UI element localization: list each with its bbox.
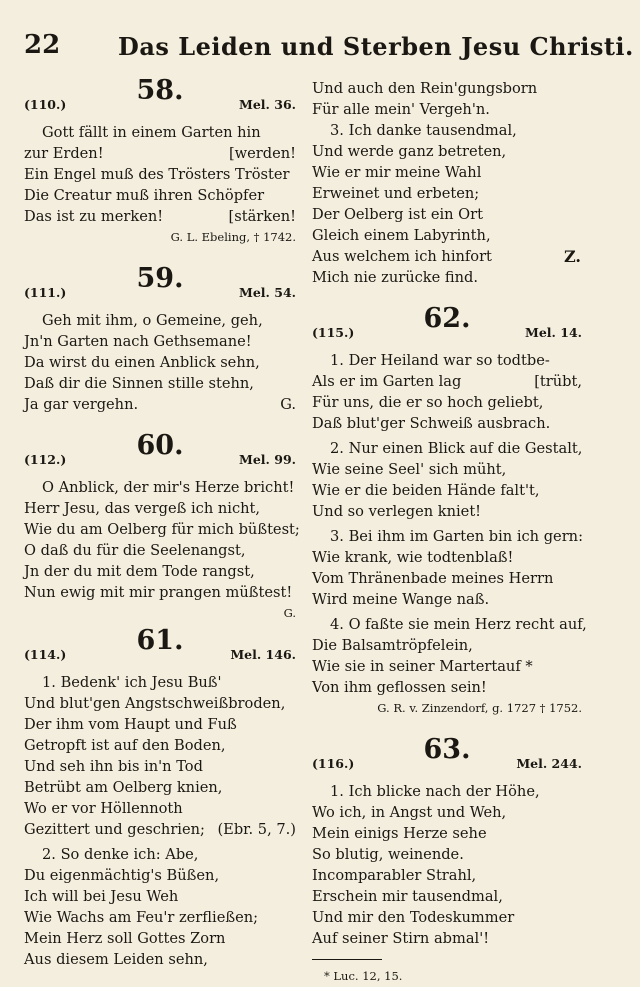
verse-line-right: [werden!: [228, 145, 296, 162]
verse-line: [312, 99, 582, 120]
verse-line-text: Gleich einem Labyrinth,: [312, 227, 491, 244]
verse-line: [24, 819, 296, 840]
melody-ref: Mel. 244.: [516, 756, 582, 771]
verse-line-text: Nun ewig mit mir prangen müßtest!: [24, 584, 293, 601]
verse-line-text: Und blut'gen Angstschweißbroden,: [24, 695, 286, 712]
verse-line-text: Der ihm vom Haupt und Fuß: [24, 716, 237, 733]
verse-line: [312, 547, 582, 568]
verse-line: [24, 865, 296, 886]
verse-line: [312, 907, 582, 928]
verse-line-right: (Ebr. 5, 7.): [217, 821, 296, 838]
verse-line: [312, 204, 582, 225]
verse-line-text: Vom Thränenbade meines Herrn: [312, 570, 554, 587]
hymn-60-heading: [24, 430, 296, 477]
verse-line: [312, 438, 582, 459]
verse-line: [24, 331, 296, 352]
verse-line-text: Die Balsamtröpfelein,: [312, 637, 473, 654]
hymn-number: 61.: [136, 625, 184, 656]
verse-line: [312, 501, 582, 522]
hymn-ref: (112.): [24, 452, 67, 467]
verse-line: [24, 540, 296, 561]
hymn-59-text: [24, 310, 296, 415]
hymn-ref: (110.): [24, 97, 67, 112]
verse-line: [24, 185, 296, 206]
verse-line: [312, 677, 582, 698]
verse-line-text: Für alle mein' Vergeh'n.: [312, 101, 490, 118]
hymn-61-verse-2: [24, 844, 296, 970]
verse-line-text: Da wirst du einen Anblick sehn,: [24, 354, 260, 371]
verse-line-text: Aus diesem Leiden sehn,: [24, 951, 208, 968]
hymn-59-heading: [24, 263, 296, 310]
verse-line: [24, 164, 296, 185]
verse-line: [312, 371, 582, 392]
footnote: * Luc. 12, 15.: [324, 969, 403, 983]
verse-line-text: Wie er mir meine Wahl: [312, 164, 482, 181]
page-title: Das Leiden und Sterben Jesu Christi.: [118, 32, 634, 61]
hymn-62-verse-1: [312, 350, 582, 434]
verse-line: [24, 777, 296, 798]
verse-line-text: Ich will bei Jesu Weh: [24, 888, 179, 905]
hymn-number: 58.: [136, 75, 184, 106]
verse-line: [312, 589, 582, 610]
verse-line: [24, 714, 296, 735]
verse-line: [312, 246, 582, 267]
verse-line-text: Und auch den Rein'gungsborn: [312, 80, 538, 97]
hymn-61-verse-3: [312, 120, 582, 288]
melody-ref: Mel. 146.: [230, 647, 296, 662]
hymn-ref: (115.): [312, 325, 355, 340]
verse-line: [312, 78, 582, 99]
verse-line: [24, 844, 296, 865]
hymn-number: 60.: [136, 430, 184, 461]
verse-line-text: Mich nie zurücke find.: [312, 269, 479, 286]
verse-line: [312, 120, 582, 141]
hymn-63-verse-1: [312, 781, 582, 949]
verse-line-text: Von ihm geflossen sein!: [312, 679, 487, 696]
verse-line-text: Wie seine Seel' sich müht,: [312, 461, 507, 478]
hymn-signature: G.: [283, 606, 296, 620]
verse-line: [312, 844, 582, 865]
verse-line-text: Herr Jesu, das vergeß ich nicht,: [24, 500, 261, 517]
verse-line: [24, 122, 296, 143]
verse-line: [312, 865, 582, 886]
verse-line-text: Gezittert und geschrien;: [24, 821, 205, 838]
verse-line-text: Ja gar vergehn.: [24, 396, 139, 413]
verse-line-text: Daß blut'ger Schweiß ausbrach.: [312, 415, 551, 432]
verse-line: [24, 886, 296, 907]
verse-line-text: Ein Engel muß des Trösters Tröster: [24, 166, 290, 183]
verse-line-text: So blutig, weinende.: [312, 846, 464, 863]
verse-line-text: 3. Ich danke tausendmal,: [330, 122, 517, 139]
verse-line: [24, 672, 296, 693]
verse-line-text: Der Oelberg ist ein Ort: [312, 206, 483, 223]
verse-line-text: 1. Bedenk' ich Jesu Buß': [42, 674, 222, 691]
verse-line: [24, 928, 296, 949]
hymn-ref: (116.): [312, 756, 355, 771]
verse-line-text: 3. Bei ihm im Garten bin ich gern:: [330, 528, 583, 545]
hymn-61-verse-1: [24, 672, 296, 840]
hymn-62-verse-3: [312, 526, 582, 610]
verse-line: [24, 143, 296, 164]
verse-line: [312, 635, 582, 656]
hymn-number: 62.: [423, 303, 471, 334]
hymn-58-text: [24, 122, 296, 227]
hymn-60-text: [24, 477, 300, 603]
hymn-author: G. R. v. Zinzendorf, g. 1727 † 1752.: [377, 701, 582, 715]
hymn-ref: (114.): [24, 647, 67, 662]
verse-line: [312, 802, 582, 823]
verse-line-text: Jn der du mit dem Tode rangst,: [24, 563, 255, 580]
verse-line-text: Und mir den Todeskummer: [312, 909, 515, 926]
hymn-58-heading: [24, 75, 296, 122]
melody-ref: Mel. 14.: [525, 325, 582, 340]
verse-line: [24, 498, 296, 519]
hymn-ref: (111.): [24, 285, 67, 300]
verse-line: [312, 225, 582, 246]
verse-line: [24, 756, 296, 777]
verse-line: [312, 480, 582, 501]
verse-line: [24, 394, 296, 415]
verse-line-text: O Anblick, der mir's Herze bricht!: [42, 479, 295, 496]
verse-line-text: Als er im Garten lag: [312, 373, 462, 390]
verse-line: [24, 949, 296, 970]
verse-line: [312, 823, 582, 844]
verse-line: [312, 162, 582, 183]
verse-line-text: Wie Wachs am Feu'r zerfließen;: [24, 909, 259, 926]
verse-line: [24, 735, 296, 756]
verse-line: [24, 693, 296, 714]
verse-line-text: Wo ich, in Angst und Weh,: [312, 804, 507, 821]
verse-line: [312, 928, 582, 949]
verse-line: [24, 582, 296, 603]
verse-line: [312, 459, 582, 480]
verse-line-text: Wie er die beiden Hände falt't,: [312, 482, 540, 499]
hymn-number: 63.: [423, 734, 471, 765]
verse-line-text: Incomparabler Strahl,: [312, 867, 477, 884]
verse-line: [312, 141, 582, 162]
verse-line-right: [trübt,: [534, 373, 582, 390]
verse-line-text: Betrübt am Oelberg knien,: [24, 779, 223, 796]
right-column: [312, 78, 587, 987]
verse-line-text: Du eigenmächtig's Büßen,: [24, 867, 220, 884]
verse-line: [24, 352, 296, 373]
verse-line-text: Getropft ist auf den Boden,: [24, 737, 226, 754]
hymn-61-heading: [24, 625, 296, 672]
verse-line: [312, 413, 582, 434]
hymn-number: 59.: [136, 263, 184, 294]
verse-line: [312, 614, 587, 635]
verse-line-text: 1. Ich blicke nach der Höhe,: [330, 783, 540, 800]
verse-line-text: Für uns, die er so hoch geliebt,: [312, 394, 544, 411]
hymn-63-heading: [312, 734, 582, 781]
melody-ref: Mel. 99.: [239, 452, 296, 467]
verse-line-text: Die Creatur muß ihren Schöpfer: [24, 187, 265, 204]
verse-line: [24, 798, 296, 819]
verse-line-text: Erschein mir tausendmal,: [312, 888, 503, 905]
melody-ref: Mel. 54.: [239, 285, 296, 300]
verse-line: [312, 886, 582, 907]
verse-line: [24, 907, 296, 928]
verse-line-text: O daß du für die Seelenangst,: [24, 542, 246, 559]
verse-line-text: Aus welchem ich hinfort: [312, 248, 492, 265]
verse-line: [312, 350, 582, 371]
hymn-62-verse-2: [312, 438, 582, 522]
verse-line-text: Daß dir die Sinnen stille stehn,: [24, 375, 254, 392]
verse-line: [312, 183, 582, 204]
verse-line: [24, 310, 296, 331]
verse-line-text: Geh mit ihm, o Gemeine, geh,: [42, 312, 263, 329]
verse-line-text: Jn'n Garten nach Gethsemane!: [24, 333, 252, 350]
verse-line-text: zur Erden!: [24, 145, 104, 162]
verse-line-text: Und seh ihn bis in'n Tod: [24, 758, 203, 775]
verse-line: [24, 519, 300, 540]
verse-line: [24, 561, 296, 582]
verse-line-text: Und werde ganz betreten,: [312, 143, 507, 160]
footnote-rule: [312, 959, 382, 960]
verse-line: [24, 477, 296, 498]
verse-line-text: 2. Nur einen Blick auf die Gestalt,: [330, 440, 583, 457]
verse-line-text: 4. O faßte sie mein Herz recht auf,: [330, 616, 587, 633]
verse-line-text: 2. So denke ich: Abe,: [42, 846, 199, 863]
hymn-62-verse-4: [312, 614, 587, 698]
verse-line: [312, 656, 582, 677]
verse-line-text: Auf seiner Stirn abmal'!: [312, 930, 490, 947]
verse-line-right: [stärken!: [228, 208, 296, 225]
hymn-signature: Z.: [564, 247, 581, 266]
verse-line-text: Wird meine Wange naß.: [312, 591, 490, 608]
hymn-author: G. L. Ebeling, † 1742.: [170, 230, 296, 244]
verse-line-text: Und so verlegen kniet!: [312, 503, 482, 520]
hymn-61-continuation: [312, 78, 582, 120]
verse-line: [24, 206, 296, 227]
verse-line: [312, 568, 582, 589]
verse-line: [312, 526, 582, 547]
left-column: [24, 75, 300, 970]
melody-ref: Mel. 36.: [239, 97, 296, 112]
verse-line-text: Mein einigs Herze sehe: [312, 825, 487, 842]
verse-line-text: Das ist zu merken!: [24, 208, 164, 225]
verse-line-text: Wo er vor Höllennoth: [24, 800, 183, 817]
verse-line-text: Gott fällt in einem Garten hin: [42, 124, 261, 141]
verse-line-text: 1. Der Heiland war so todtbe-: [330, 352, 550, 369]
verse-line-text: Mein Herz soll Gottes Zorn: [24, 930, 226, 947]
page-number: 22: [24, 30, 61, 60]
verse-line: [312, 392, 582, 413]
verse-line-text: Wie du am Oelberg für mich büßtest;: [24, 521, 300, 538]
verse-line: [312, 267, 582, 288]
verse-line-text: Erweinet und erbeten;: [312, 185, 480, 202]
verse-line: [24, 373, 296, 394]
verse-line: [312, 781, 582, 802]
verse-line-text: Wie krank, wie todtenblaß!: [312, 549, 514, 566]
hymn-62-heading: [312, 303, 582, 350]
verse-line-right: G.: [280, 396, 296, 413]
verse-line-text: Wie sie in seiner Martertauf *: [312, 658, 533, 675]
